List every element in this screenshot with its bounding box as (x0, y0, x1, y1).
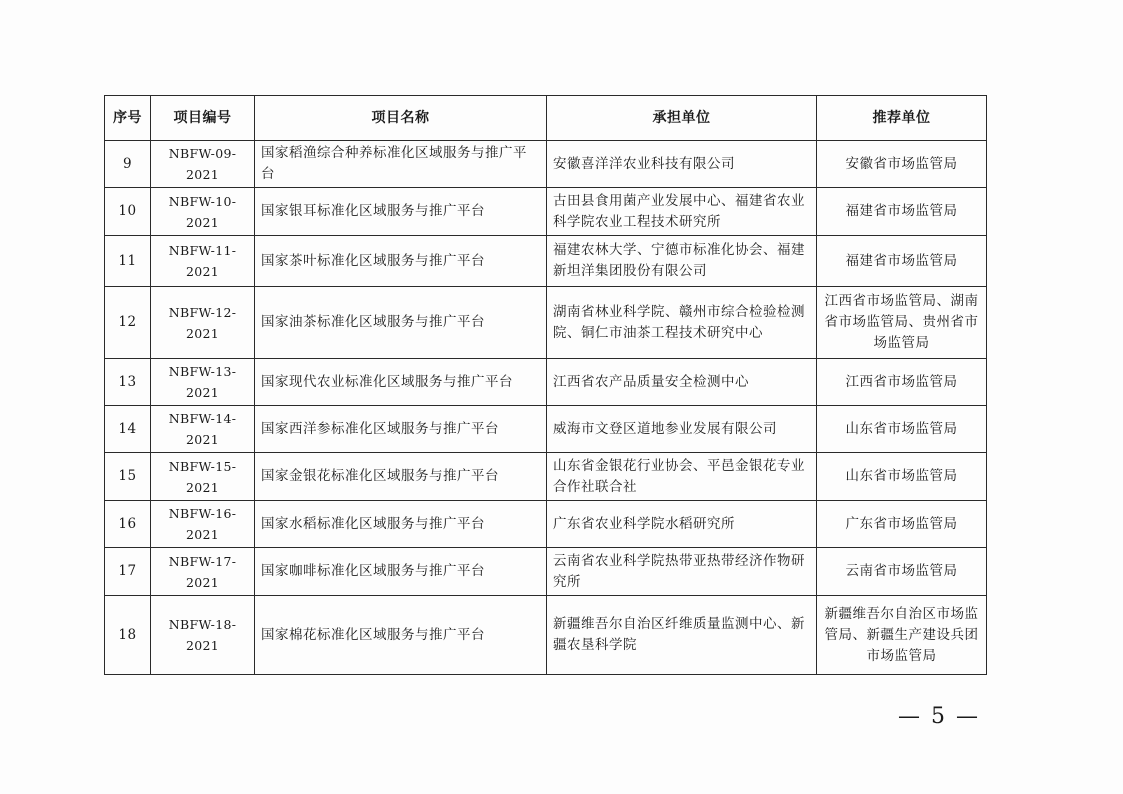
header-no: 序号 (105, 96, 151, 141)
header-code: 项目编号 (151, 96, 255, 141)
table-row (105, 406, 987, 453)
cell-no: 13 (105, 359, 151, 406)
cell-unit: 古田县食用菌产业发展中心、福建省农业科学院农业工程技术研究所 (547, 188, 817, 236)
cell-no: 12 (105, 287, 151, 359)
cell-name: 国家西洋参标准化区域服务与推广平台 (255, 406, 547, 453)
table-header-row (105, 96, 987, 141)
cell-unit: 云南省农业科学院热带亚热带经济作物研究所 (547, 548, 817, 596)
cell-recommender: 云南省市场监管局 (817, 548, 987, 596)
cell-unit: 山东省金银花行业协会、平邑金银花专业合作社联合社 (547, 453, 817, 501)
cell-unit: 广东省农业科学院水稻研究所 (547, 501, 817, 548)
cell-code: NBFW-13-2021 (151, 359, 255, 406)
cell-name: 国家水稻标准化区域服务与推广平台 (255, 501, 547, 548)
cell-recommender: 福建省市场监管局 (817, 236, 987, 287)
cell-unit: 湖南省林业科学院、赣州市综合检验检测院、铜仁市油茶工程技术研究中心 (547, 287, 817, 359)
cell-name: 国家咖啡标准化区域服务与推广平台 (255, 548, 547, 596)
cell-unit: 安徽喜洋洋农业科技有限公司 (547, 141, 817, 188)
table-row (105, 596, 987, 675)
cell-recommender: 江西省市场监管局、湖南省市场监管局、贵州省市场监管局 (817, 287, 987, 359)
cell-unit: 新疆维吾尔自治区纤维质量监测中心、新疆农垦科学院 (547, 596, 817, 675)
cell-code: NBFW-12-2021 (151, 287, 255, 359)
cell-name: 国家稻渔综合种养标准化区域服务与推广平台 (255, 141, 547, 188)
cell-unit: 福建农林大学、宁德市标准化协会、福建新坦洋集团股份有限公司 (547, 236, 817, 287)
cell-recommender: 山东省市场监管局 (817, 406, 987, 453)
cell-code: NBFW-14-2021 (151, 406, 255, 453)
table-row (105, 359, 987, 406)
header-name: 项目名称 (255, 96, 547, 141)
cell-no: 17 (105, 548, 151, 596)
table-row (105, 548, 987, 596)
table-row (105, 287, 987, 359)
cell-no: 9 (105, 141, 151, 188)
page-number: — 5 — (898, 704, 980, 729)
cell-no: 14 (105, 406, 151, 453)
cell-name: 国家棉花标准化区域服务与推广平台 (255, 596, 547, 675)
cell-no: 11 (105, 236, 151, 287)
table-row (105, 236, 987, 287)
cell-code: NBFW-17-2021 (151, 548, 255, 596)
header-unit: 承担单位 (547, 96, 817, 141)
cell-recommender: 福建省市场监管局 (817, 188, 987, 236)
cell-name: 国家金银花标准化区域服务与推广平台 (255, 453, 547, 501)
cell-recommender: 安徽省市场监管局 (817, 141, 987, 188)
cell-name: 国家油茶标准化区域服务与推广平台 (255, 287, 547, 359)
cell-no: 18 (105, 596, 151, 675)
table-row (105, 453, 987, 501)
cell-code: NBFW-15-2021 (151, 453, 255, 501)
table-row (105, 501, 987, 548)
cell-unit: 威海市文登区道地参业发展有限公司 (547, 406, 817, 453)
cell-recommender: 山东省市场监管局 (817, 453, 987, 501)
cell-code: NBFW-18-2021 (151, 596, 255, 675)
cell-unit: 江西省农产品质量安全检测中心 (547, 359, 817, 406)
cell-code: NBFW-16-2021 (151, 501, 255, 548)
cell-no: 15 (105, 453, 151, 501)
cell-name: 国家茶叶标准化区域服务与推广平台 (255, 236, 547, 287)
table-row (105, 188, 987, 236)
cell-name: 国家银耳标准化区域服务与推广平台 (255, 188, 547, 236)
header-recommender: 推荐单位 (817, 96, 987, 141)
cell-no: 10 (105, 188, 151, 236)
table-row (105, 141, 987, 188)
cell-no: 16 (105, 501, 151, 548)
cell-recommender: 江西省市场监管局 (817, 359, 987, 406)
cell-code: NBFW-11-2021 (151, 236, 255, 287)
project-table (104, 95, 987, 675)
cell-name: 国家现代农业标准化区域服务与推广平台 (255, 359, 547, 406)
cell-code: NBFW-09-2021 (151, 141, 255, 188)
cell-code: NBFW-10-2021 (151, 188, 255, 236)
cell-recommender: 新疆维吾尔自治区市场监管局、新疆生产建设兵团市场监管局 (817, 596, 987, 675)
cell-recommender: 广东省市场监管局 (817, 501, 987, 548)
